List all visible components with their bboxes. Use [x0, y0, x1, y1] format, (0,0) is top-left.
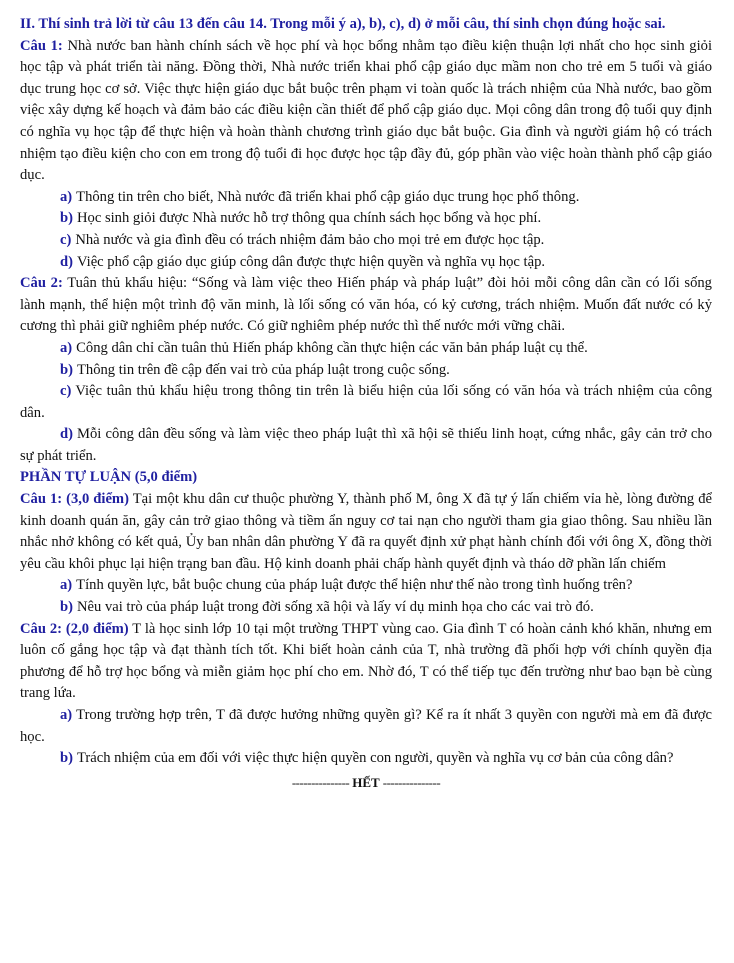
question-text: T là học sinh lớp 10 tại một trường THPT vùng cao. Gia đình T có hoàn cảnh khó khăn, nhưng em luôn cố gắng học tập và đạt thành tích tốt. Khi biết hoàn cảnh của T, nhà trường đã phối hợp với chính quyền địa phương để hỗ trợ học bổng và miễn giảm học phí cho em. Nhờ đó, T có thể tiếp tục đến trường như bao bạn bè cùng trang lứa.: [20, 620, 712, 702]
option-text: Nêu vai trò của pháp luật trong đời sống xã hội và lấy ví dụ minh họa cho các vai trò đó.: [76, 599, 594, 616]
question-label: Câu 2:: [20, 275, 63, 292]
option-text: Mỗi công dân đều sống và làm việc theo pháp luật thì xã hội sẽ thiếu linh hoạt, cứng nhắc, gây cản trở cho sự phát triển.: [20, 426, 712, 464]
option-text: Việc phổ cập giáo dục giúp công dân được thực hiện quyền và nghĩa vụ học tập.: [76, 253, 546, 270]
option-text: Thông tin trên đề cập đến vai trò của pháp luật trong cuộc sống.: [76, 361, 450, 378]
option-a: [20, 338, 712, 360]
option-text: Thông tin trên cho biết, Nhà nước đã triển khai phổ cập giáo dục trung học phổ thông.: [76, 188, 580, 205]
question-text: Tại một khu dân cư thuộc phường Y, thành phố M, ông X đã tự ý lấn chiếm vỉa hè, lòng đường để kinh doanh quán ăn, gây cản trở giao thông và tiềm ẩn nguy cơ tai nạn cho người tham gia giao thông. Sau nhiều lần nhắc nhở không có kết quả, Ủy ban nhân dân phường Y đã ra quyết định xử phạt hành chính đối với ông X, đồng thời yêu cầu khôi phục lại hiện trạng ban đầu. Hộ kinh doanh phải chấp hành quyết định và tháo dỡ phần lấn chiếm: [20, 491, 712, 572]
option-label: a): [60, 188, 73, 205]
option-label: c): [60, 231, 72, 248]
option-text: Công dân chỉ cần tuân thủ Hiến pháp không cần thực hiện các văn bản pháp luật cụ thể.: [76, 339, 588, 356]
option-label: a): [60, 707, 73, 723]
option-label: b): [60, 210, 73, 227]
option-c: [20, 230, 712, 252]
option-label: b): [60, 599, 73, 616]
option-b: [20, 597, 712, 619]
question-1-stem: [20, 36, 712, 187]
essay-question-1-stem: [20, 489, 712, 575]
option-b: [20, 208, 712, 230]
option-text: Việc tuân thủ khẩu hiệu trong thông tin trên là biểu hiện của lối sống có văn hóa và trách nhiệm của công dân.: [20, 383, 712, 421]
option-label: b): [60, 750, 73, 767]
question-label: Câu 1: (3,0 điểm): [20, 491, 129, 508]
option-c: [20, 381, 712, 424]
option-d: [20, 252, 712, 274]
option-b: [20, 748, 712, 770]
option-b: [20, 360, 712, 382]
option-label: d): [60, 253, 73, 270]
option-a: [20, 575, 712, 597]
option-label: b): [60, 361, 73, 378]
option-label: d): [60, 426, 73, 443]
option-text: Tính quyền lực, bắt buộc chung của pháp luật được thể hiện như thế nào trong tình huống trên?: [76, 577, 633, 594]
end-dashes-left: ---------------: [291, 774, 350, 790]
option-text: Trách nhiệm của em đối với việc thực hiện quyền con người, quyền và nghĩa vụ cơ bản của công dân?: [76, 750, 674, 767]
option-text: Trong trường hợp trên, T đã được hưởng những quyền gì? Kể ra ít nhất 3 quyền con người mà em đã được học.: [20, 707, 712, 745]
end-word: HẾT: [352, 774, 380, 790]
question-text: Tuân thủ khẩu hiệu: “Sống và làm việc theo Hiến pháp và pháp luật” đòi hỏi mỗi công dân cần có lối sống lành mạnh, thể hiện một trình độ văn minh, là lối sống có văn hóa, có kỷ cương, trách nhiệm. Muốn đất nước có kỷ cương thì phải giữ nghiêm phép nước. Có giữ nghiêm phép nước thì thế nước mới vững chãi.: [20, 275, 712, 335]
essay-heading: PHẦN TỰ LUẬN (5,0 điểm): [20, 469, 198, 486]
part2-heading: II. Thí sinh trả lời từ câu 13 đến câu 14. Trong mỗi ý a), b), c), d) ở mỗi câu, thí sinh chọn đúng hoặc sai.: [20, 16, 666, 32]
question-label: Câu 1:: [20, 37, 63, 54]
option-label: c): [60, 383, 72, 400]
option-text: Nhà nước và gia đình đều có trách nhiệm đảm bảo cho mọi trẻ em được học tập.: [75, 231, 545, 248]
option-d: [20, 424, 712, 467]
option-label: a): [60, 577, 73, 594]
question-label: Câu 2: (2,0 điểm): [20, 620, 129, 637]
option-a: [20, 705, 712, 748]
end-marker: [20, 772, 712, 794]
option-label: a): [60, 339, 73, 356]
question-text: Nhà nước ban hành chính sách về học phí và học bổng nhằm tạo điều kiện thuận lợi nhất cho học sinh giỏi học tập và phát triển tài năng. Đồng thời, Nhà nước triển khai phổ cập giáo dục mầm non cho trẻ em 5 tuổi và giáo dục trung học cơ sở. Việc thực hiện giáo dục bắt buộc trên phạm vi toàn quốc là trách nhiệm của Nhà nước, bao gồm việc xây dựng kế hoạch và đảm bảo các điều kiện cần thiết để phổ cập giáo dục. Mọi công dân trong độ tuổi quy định có nghĩa vụ học tập để thực hiện và hoàn thành chương trình giáo dục bắt buộc. Gia đình và người giám hộ có trách nhiệm tạo điều kiện cho con em trong độ tuổi đi học được học tập đầy đủ, góp phần vào việc hoàn thành phổ cập giáo dục.: [20, 37, 713, 184]
end-dashes-right: ---------------: [382, 774, 441, 790]
question-2-stem: [20, 273, 712, 338]
essay-question-2-stem: [20, 619, 712, 705]
option-text: Học sinh giỏi được Nhà nước hỗ trợ thông qua chính sách học bổng và học phí.: [76, 210, 542, 227]
option-a: [20, 187, 712, 209]
